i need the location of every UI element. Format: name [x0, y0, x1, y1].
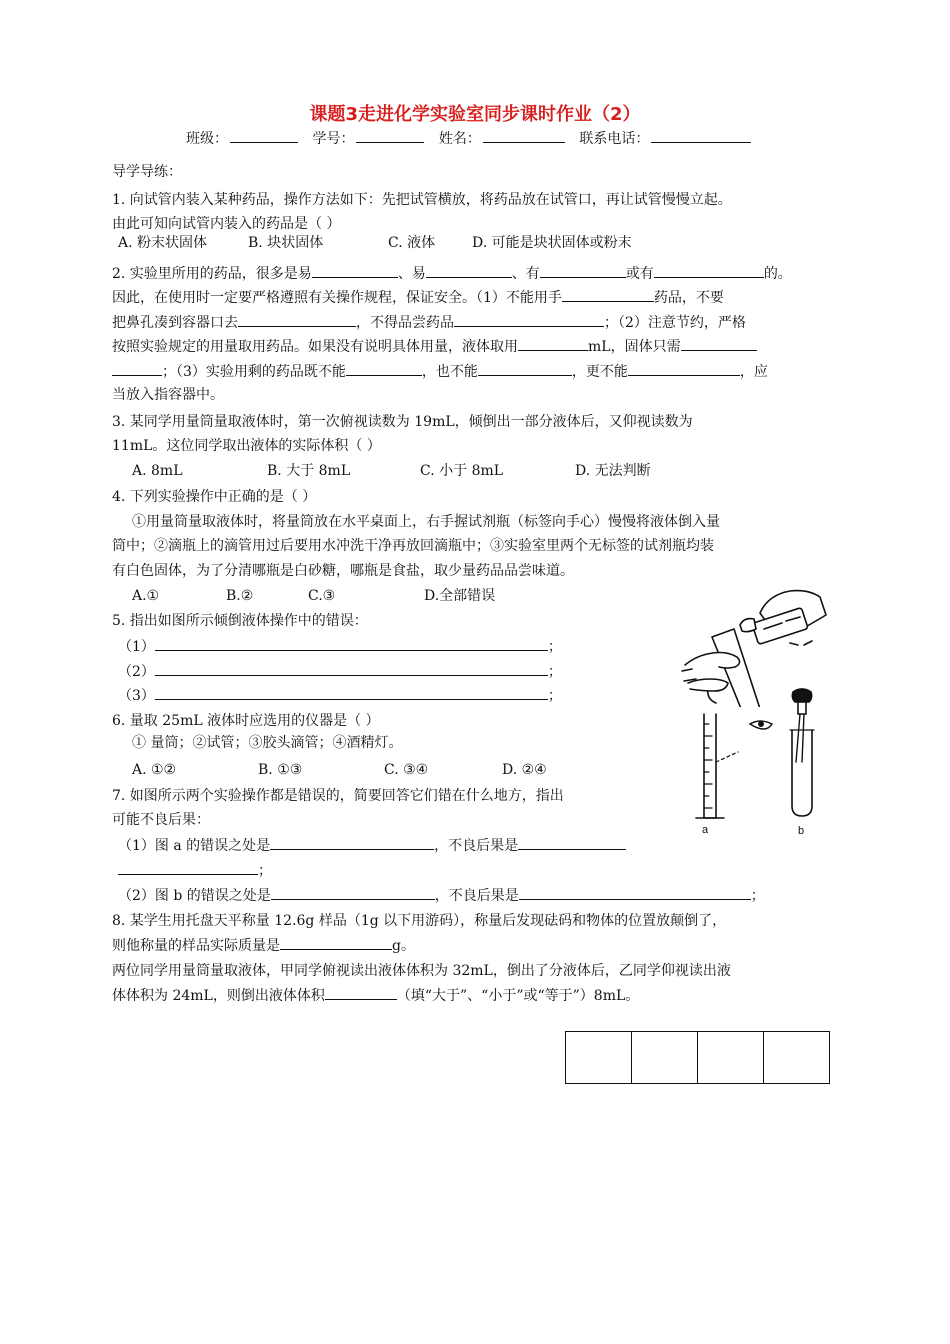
- q2-blank[interactable]: [681, 336, 757, 351]
- figure-a-label: a: [702, 824, 709, 836]
- q2-blank[interactable]: [346, 361, 422, 376]
- class-label: 班级：: [186, 131, 228, 147]
- q8-line1: 8. 某学生用托盘天平称量 12.6g 样品（1g 以下用游码），称量后发现砝码和物体的位置放颠倒了，: [112, 913, 727, 929]
- q6-line1: 6. 量取 25mL 液体时应选用的仪器是（ ）: [112, 713, 380, 729]
- q1-line1: 1. 向试管内装入某种药品，操作方法如下：先把试管横放，将药品放在试管口，再让试管慢慢立起。: [112, 192, 732, 208]
- q5-end: ；: [547, 664, 562, 680]
- eye-icon: [746, 712, 782, 742]
- figure-b-test-tube: [784, 686, 820, 838]
- phone-blank[interactable]: [651, 130, 751, 143]
- q2-blank[interactable]: [654, 263, 764, 278]
- q1-option-d[interactable]: D. 可能是块状固体或粉末: [472, 235, 632, 251]
- q7-blank[interactable]: [118, 860, 258, 875]
- q4-options: [132, 586, 495, 606]
- q2-line6: 当放入指容器中。: [112, 387, 224, 403]
- q7-line2: 可能不良后果：: [112, 812, 210, 828]
- q2-blank[interactable]: [112, 361, 162, 376]
- figure-a-cylinder: [684, 712, 746, 837]
- q3-option-c[interactable]: C. 小于 8mL: [420, 463, 504, 479]
- q2-blank[interactable]: [478, 361, 572, 376]
- score-cell[interactable]: [764, 1032, 830, 1084]
- q5-label: （1）: [118, 639, 155, 655]
- score-cell[interactable]: [566, 1032, 632, 1084]
- q4-line4: 有白色固体，为了分清哪瓶是白砂糖，哪瓶是食盐，取少量药品品尝味道。: [112, 563, 574, 579]
- q2-line3: [112, 312, 746, 333]
- q2-line5: [112, 361, 768, 382]
- q2-text: 按照实验规定的用量取用药品。如果没有说明具体用量，液体取用: [112, 339, 518, 355]
- q2-line4: [112, 336, 757, 357]
- q6-option-b[interactable]: B. ①③: [258, 762, 303, 778]
- q2-blank[interactable]: [426, 263, 512, 278]
- q7-end: ；: [258, 863, 272, 879]
- q7-blank[interactable]: [519, 885, 751, 900]
- q5-line1: 5. 指出如图所示倾倒液体操作中的错误：: [112, 613, 368, 629]
- q5-end: ；: [547, 688, 562, 704]
- intro-heading: 导学导练：: [112, 164, 182, 180]
- score-table: [565, 1031, 830, 1084]
- q8-blank[interactable]: [280, 935, 392, 950]
- q2-text: 或有: [625, 266, 654, 282]
- q5-label: （2）: [118, 664, 155, 680]
- q7-answer-a-cont: [118, 860, 272, 881]
- q2-blank[interactable]: [518, 336, 588, 351]
- q2-blank[interactable]: [562, 287, 654, 302]
- q2-line2: [112, 287, 724, 308]
- q2-text: 2. 实验里所用的药品，很多是易: [112, 266, 312, 282]
- q1-option-c[interactable]: C. 液体: [388, 235, 436, 251]
- q8-text: 则他称量的样品实际质量是: [112, 938, 280, 954]
- q2-text: 、有: [511, 266, 540, 282]
- q1-option-b[interactable]: B. 块状固体: [248, 235, 324, 251]
- number-blank[interactable]: [356, 130, 424, 143]
- q4-option-d[interactable]: D.全部错误: [424, 588, 496, 604]
- q2-text: 因此，在使用时一定要严格遵照有关操作规程，保证安全。（1）不能用手: [112, 290, 562, 306]
- q6-options: [132, 760, 547, 780]
- figure-b-label: b: [798, 825, 805, 837]
- q4-line1: 4. 下列实验操作中正确的是（ ）: [112, 489, 317, 505]
- q1-line2: 由此可知向试管内装入的药品是（ ）: [112, 216, 341, 232]
- q7-answer-b: [118, 885, 765, 906]
- q6-line2: ① 量筒；②试管；③胶头滴管；④酒精灯。: [132, 735, 403, 751]
- q7-blank[interactable]: [270, 835, 434, 850]
- q7-line1: 7. 如图所示两个实验操作都是错误的，简要回答它们错在什么地方，指出: [112, 788, 564, 804]
- q8-line2: [112, 935, 415, 956]
- q5-label: （3）: [118, 688, 155, 704]
- q2-blank[interactable]: [312, 263, 398, 278]
- q5-blank[interactable]: [155, 636, 548, 651]
- q2-text: ；（2）注意节约，严格: [604, 315, 746, 331]
- q4-line2: ①用量筒量取液体时，将量筒放在水平桌面上，右手握试剂瓶（标签向手心）慢慢将液体倒入量: [132, 514, 720, 530]
- q7-end: ；: [750, 888, 765, 904]
- q2-text: 、易: [397, 266, 426, 282]
- q2-text: ，也不能: [421, 364, 478, 380]
- q3-line2: 11mL。这位同学取出液体的实际体积（ ）: [112, 438, 381, 454]
- q5-answer-1: [118, 636, 562, 657]
- q5-answer-3: [118, 685, 562, 706]
- q3-option-a[interactable]: A. 8mL: [132, 463, 183, 479]
- q2-text: ；（3）实验用剩的药品既不能: [162, 364, 346, 380]
- q1-options: [118, 233, 632, 253]
- q2-text: 药品，不要: [653, 290, 724, 306]
- q7-blank[interactable]: [518, 835, 626, 850]
- q3-option-d[interactable]: D. 无法判断: [575, 463, 651, 479]
- q2-text: ，应: [739, 364, 768, 380]
- q7-label: ，不良后果是: [434, 838, 519, 854]
- score-cell[interactable]: [698, 1032, 764, 1084]
- q2-text: ，更不能: [571, 364, 628, 380]
- page-title: 课题3走进化学实验室同步课时作业（2）: [309, 104, 641, 125]
- q3-options: [132, 461, 651, 481]
- q6-option-d[interactable]: D. ②④: [502, 762, 547, 778]
- q2-blank[interactable]: [454, 312, 604, 327]
- student-info-line: [186, 128, 761, 148]
- q7-label: ，不良后果是: [434, 888, 519, 904]
- phone-label: 联系电话：: [579, 131, 650, 147]
- q4-line3: 筒中；②滴瓶上的滴管用过后要用水冲洗干净再放回滴瓶中；③实验室里两个无标签的试剂瓶均装: [112, 538, 714, 554]
- q9-text: 体体积为 24mL，则倒出液体体积: [112, 988, 325, 1004]
- q5-blank[interactable]: [155, 661, 548, 676]
- q7-blank[interactable]: [271, 885, 435, 900]
- q2-blank[interactable]: [628, 361, 740, 376]
- class-blank[interactable]: [230, 130, 298, 143]
- q9-line2: [112, 985, 639, 1006]
- q8-text: g。: [392, 938, 415, 954]
- q6-option-a[interactable]: A. ①②: [132, 762, 177, 778]
- number-label: 学号：: [312, 131, 355, 147]
- name-label: 姓名：: [438, 131, 481, 147]
- q6-option-c[interactable]: C. ③④: [384, 762, 429, 778]
- q2-blank[interactable]: [238, 312, 356, 327]
- q9-text: （填“大于”、“小于”或“等于”）8mL。: [396, 988, 640, 1004]
- q2-text: 把鼻孔凑到容器口去: [112, 315, 238, 331]
- q3-line1: 3. 某同学用量筒量取液体时，第一次俯视读数为 19mL，倾倒出一部分液体后，又仰视读数为: [112, 414, 693, 430]
- q2-text: 的。: [763, 266, 792, 282]
- q2-text: mL，固体只需: [588, 339, 681, 355]
- q4-option-a[interactable]: A.①: [132, 588, 160, 604]
- q3-option-b[interactable]: B. 大于 8mL: [267, 463, 351, 479]
- q4-option-c[interactable]: C.③: [308, 588, 336, 604]
- q9-line1: 两位同学用量筒量取液体，甲同学俯视读出液体体积为 32mL，倒出了分液体后，乙同学仰视读出液: [112, 963, 731, 979]
- q5-answer-2: [118, 661, 562, 682]
- q7-answer-a: [118, 835, 626, 856]
- q5-blank[interactable]: [155, 685, 548, 700]
- score-cell[interactable]: [632, 1032, 698, 1084]
- q5-end: ；: [547, 639, 562, 655]
- q7-label: （1）图 a 的错误之处是: [118, 838, 271, 854]
- q4-option-b[interactable]: B.②: [226, 588, 254, 604]
- q2-line1: [112, 263, 792, 284]
- q9-blank[interactable]: [325, 985, 397, 1000]
- q2-blank[interactable]: [540, 263, 626, 278]
- name-blank[interactable]: [483, 130, 565, 143]
- q7-label: （2）图 b 的错误之处是: [118, 888, 271, 904]
- q1-option-a[interactable]: A. 粉末状固体: [118, 235, 208, 251]
- q2-text: ，不得品尝药品: [356, 315, 454, 331]
